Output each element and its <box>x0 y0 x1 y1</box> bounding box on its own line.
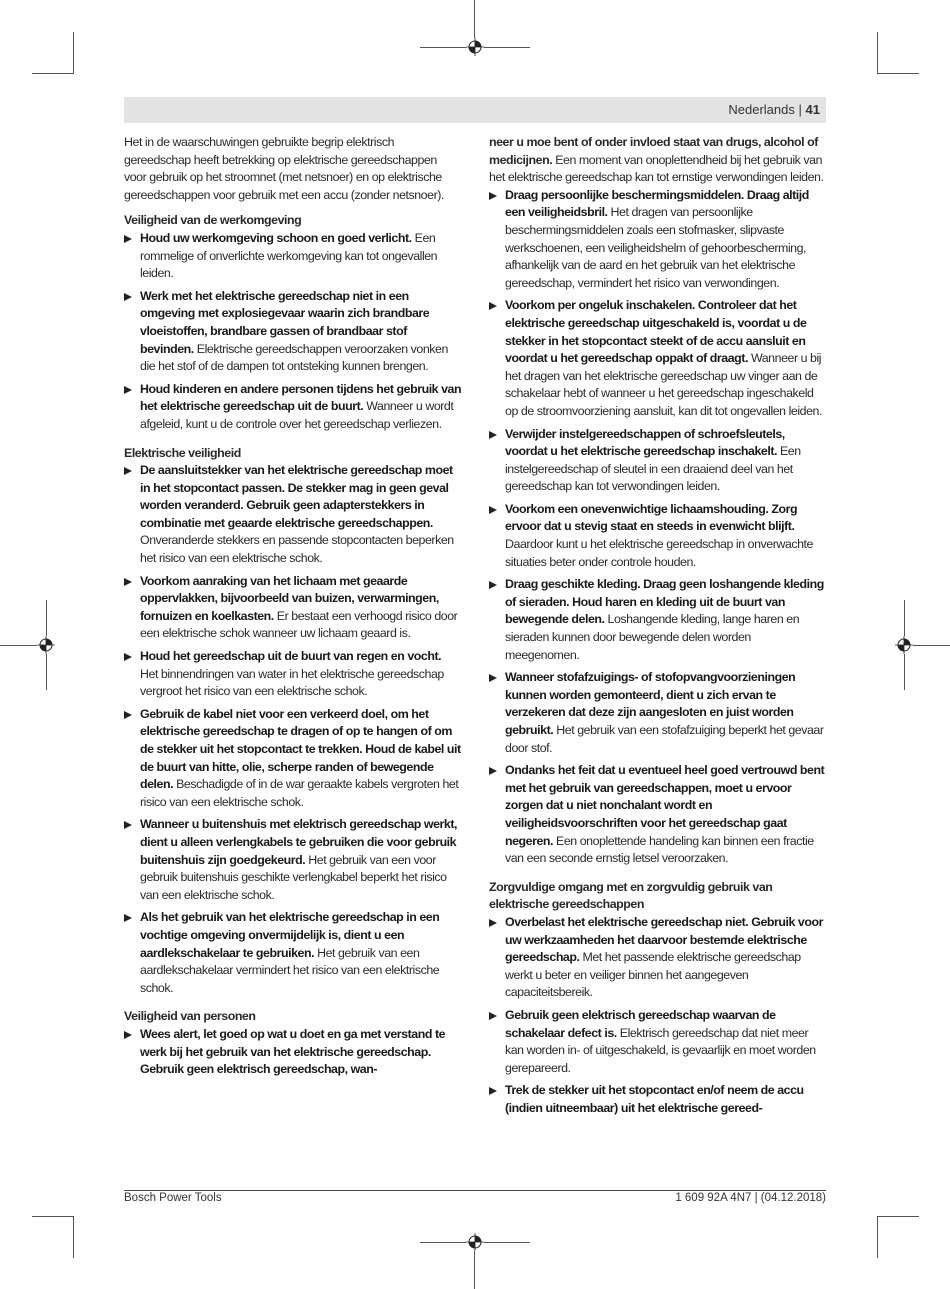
bullet-triangle-icon <box>124 711 132 719</box>
item-bold: Ondanks het feit dat u eventueel heel goed vertrouwd bent met het gebruik van gereedschappen, moet u ervoor zorgen dat u niet nonchalant wordt en veiligheidsvoorschriften voor het gereedschap gaat negeren. <box>505 763 825 848</box>
bullet-triangle-icon <box>124 467 132 475</box>
item-text: Elektrisch gereedschap dat niet meer kan worden in- of uitgeschakeld, is gevaarlijk en moet worden gerepareerd. <box>505 1025 816 1075</box>
item-text: Onveranderde stekkers en passende stopcontacten beperken het risico van een elektrische schok. <box>140 533 454 566</box>
item-bold: Voorkom een onevenwichtige lichaamshouding. Zorg ervoor dat u stevig staat en steeds in evenwicht blijft. <box>505 501 798 534</box>
item-text: Het binnendringen van water in het elektrische gereedschap vergroot het risico van een elektrische schok. <box>140 666 444 699</box>
bullet-triangle-icon <box>489 1012 497 1020</box>
item-bold: Overbelast het elektrische gereedschap niet. Gebruik voor uw werkzaamheden het daarvoor bestemde elektrische gereedschap. <box>505 914 823 965</box>
list-item <box>124 573 462 643</box>
header-text <box>728 102 820 117</box>
registration-mark-top <box>466 38 484 56</box>
intro-paragraph: Het in de waarschuwingen gebruikte begrip elektrisch gereedschap heeft betrekking op elektrische gereedschappen voor gebruik op het stroomnet (met netsnoer) en op elektrische gereedschappen voor gebruik met een accu (zonder netsnoer). <box>124 135 444 202</box>
item-bold: Gebruik de kabel niet voor een verkeerd doel, om het elektrische gereedschap te dragen of op te hangen of om de stekker uit het stopcontact te trekken. Houd de kabel uit de buurt van hitte, olie, scherpe randen of bewegende delen. <box>140 706 461 792</box>
item-bold: Voorkom aanraking van het lichaam met geaarde oppervlakken, bijvoorbeeld van buizen, verwarmingen, fornuizen en koelkasten. <box>140 573 439 623</box>
list-item <box>489 576 827 664</box>
bullet-triangle-icon <box>124 293 132 301</box>
page-header <box>124 97 826 123</box>
page-number: 41 <box>805 102 820 117</box>
crop-mark <box>484 47 530 48</box>
continued-item <box>489 134 827 187</box>
bullet-triangle-icon <box>489 192 497 200</box>
item-text: Het dragen van persoonlijke beschermingsmiddelen zoals een stofmasker, slipvaste werkschoenen, een veiligheidshelm of gehoorbescherming, afhankelijk van de aard en het gebruik van het elektrische gereedschap, vermindert het risico van verwondingen. <box>505 205 807 290</box>
item-bold: Verwijder instelgereedschappen of schroefsleutels, voordat u het elektrische gereedschap inschakelt. <box>505 426 785 459</box>
crop-mark <box>32 73 74 74</box>
registration-mark-bottom <box>466 1233 484 1251</box>
item-text: Het gebruik van een aardlekschakelaar vermindert het risico van een elektrische schok. <box>140 945 440 995</box>
item-bold: neer u moe bent of onder invloed staat van drugs, alcohol of medicijnen. <box>489 135 818 167</box>
item-bold: Houd uw werkomgeving schoon en goed verlicht. <box>140 230 412 245</box>
list-item <box>124 462 462 568</box>
crop-mark <box>46 600 47 636</box>
list-item <box>124 816 462 904</box>
item-text: Er bestaat een verhoogd risico door een elektrische schok wanneer uw lichaam geaard is. <box>140 608 458 641</box>
list-item <box>124 381 462 434</box>
bullet-triangle-icon <box>489 506 497 514</box>
item-text: Beschadigde of in de war geraakte kabels vergroten het risico van een elektrische schok. <box>140 777 459 809</box>
crop-mark <box>913 645 950 646</box>
crop-mark <box>32 1216 74 1217</box>
section-heading: Elektrische veiligheid <box>124 445 241 460</box>
list-item <box>489 187 827 293</box>
bullet-triangle-icon <box>489 431 497 439</box>
bullet-triangle-icon <box>124 821 132 829</box>
bullet-triangle-icon <box>489 919 497 927</box>
footer-doc-ref: 1 609 92A 4N7 | (04.12.2018) <box>675 1192 826 1204</box>
list-item <box>489 669 827 757</box>
list-item <box>124 1026 462 1079</box>
header-language: Nederlands <box>728 102 795 117</box>
crop-mark <box>73 1216 74 1258</box>
crop-mark <box>877 73 919 74</box>
item-text: Een onoplettende handeling kan binnen een fractie van een seconde ernstig letsel veroorzaken. <box>505 833 814 866</box>
item-bold: Gebruik geen elektrisch gereedschap waarvan de schakelaar defect is. <box>505 1007 776 1040</box>
item-bold: Wees alert, let goed op wat u doet en ga met verstand te werk bij het gebruik van het elektrische gereedschap. Gebruik geen elektrisch gereedschap, wan- <box>140 1026 446 1077</box>
item-bold: Wanneer stofafzuigings- of stofopvangvoorzieningen kunnen worden gemonteerd, dient u zich ervan te verzekeren dat deze zijn aangesloten en juist worden gebruikt. <box>505 670 796 737</box>
bullet-triangle-icon <box>124 235 132 243</box>
list-item <box>124 648 462 701</box>
left-column <box>124 134 462 1084</box>
item-bold: Trek de stekker uit het stopcontact en/of neem de accu (indien uitneembaar) uit het elektrische gereed- <box>505 1083 804 1115</box>
list-item <box>124 706 462 812</box>
list-item <box>124 230 462 283</box>
item-bold: De aansluitstekker van het elektrische gereedschap moet in het stopcontact passen. De stekker mag in geen geval worden veranderd. Gebruik geen adapterstekkers in combinatie met geaarde elektrische gereedschappen. <box>140 463 453 530</box>
item-bold: Draag persoonlijke beschermingsmiddelen. Draag altijd een veiligheidsbril. <box>505 187 809 220</box>
right-column <box>489 134 827 1122</box>
list-item <box>489 297 827 420</box>
list-item <box>124 288 462 376</box>
bullet-triangle-icon <box>489 674 497 682</box>
item-bold: Draag geschikte kleding. Draag geen loshangende kleding of sieraden. Houd haren en kleding uit de buurt van bewegende delen. <box>505 577 824 627</box>
bullet-triangle-icon <box>124 386 132 394</box>
item-bold: Als het gebruik van het elektrische gereedschap in een vochtige omgeving onvermijdelijk is, dient u een aardlekschakelaar te gebruiken. <box>140 910 440 960</box>
bullet-triangle-icon <box>489 767 497 775</box>
header-separator: | <box>798 102 802 117</box>
list-item <box>489 1007 827 1077</box>
item-bold: Voorkom per ongeluk inschakelen. Controleer dat het elektrische gereedschap uitgeschakeld is, voordat u de stekker in het stopcontact steekt of de accu aansluit en voordat u het gereedschap oppakt of draagt. <box>505 298 807 366</box>
list-item <box>124 909 462 997</box>
crop-mark <box>474 0 475 38</box>
footer-brand: Bosch Power Tools <box>124 1192 222 1204</box>
item-text: Met het passende elektrische gereedschap werkt u beter en veiliger binnen het aangegeven capaciteitsbereik. <box>505 950 801 1000</box>
section-heading: Veiligheid van de werkomgeving <box>124 213 302 228</box>
crop-mark <box>46 654 47 690</box>
item-bold: Houd kinderen en andere personen tijdens het gebruik van het elektrische gereedschap uit de buurt. <box>140 381 462 414</box>
section-heading: Veiligheid van personen <box>124 1009 256 1024</box>
item-bold: Werk met het elektrische gereedschap niet in een omgeving met explosiegevaar waarin zich brandbare vloeistoffen, brandbare gassen of brandbaar stof bevinden. <box>140 288 430 356</box>
crop-mark <box>420 47 466 48</box>
item-text: Een instelgereedschap of sleutel in een draaiend deel van het gereedschap kan tot verwondingen leiden. <box>505 444 801 494</box>
item-text: Het gebruik van een stofafzuiging beperkt het gevaar door stof. <box>505 723 824 755</box>
bullet-triangle-icon <box>124 1031 132 1039</box>
bullet-triangle-icon <box>124 914 132 922</box>
bullet-triangle-icon <box>489 302 497 310</box>
bullet-triangle-icon <box>124 653 132 661</box>
item-text: Daardoor kunt u het elektrische gereedschap in onverwachte situaties beter onder controle houden. <box>505 537 813 569</box>
crop-mark <box>484 1242 530 1243</box>
bullet-triangle-icon <box>124 578 132 586</box>
bullet-triangle-icon <box>489 1087 497 1095</box>
list-item <box>489 426 827 496</box>
item-text: Elektrische gereedschappen veroorzaken vonken die het stof of de dampen tot ontsteking kunnen brengen. <box>140 341 448 374</box>
crop-mark <box>904 600 905 636</box>
registration-mark-right <box>895 636 913 654</box>
crop-mark <box>877 1216 919 1217</box>
crop-mark <box>0 645 37 646</box>
crop-mark <box>73 32 74 74</box>
item-text: Een rommelige of onverlichte werkomgeving kan tot ongevallen leiden. <box>140 230 438 281</box>
list-item <box>489 501 827 571</box>
bullet-triangle-icon <box>489 581 497 589</box>
item-text: Het gebruik van een voor gebruik buitenshuis geschikte verlengkabel beperkt het risico van een elektrische schok. <box>140 852 447 902</box>
list-item <box>489 1082 827 1117</box>
crop-mark <box>877 1216 878 1258</box>
crop-mark <box>474 1251 475 1289</box>
list-item <box>489 914 827 1002</box>
list-item <box>489 762 827 868</box>
section-heading: Zorgvuldige omgang met en zorgvuldig gebruik van elektrische gereedschappen <box>489 879 773 912</box>
footer-divider <box>124 1190 826 1191</box>
crop-mark <box>904 654 905 690</box>
item-text: Wanneer u wordt afgeleid, kunt u de controle over het gereedschap verliezen. <box>140 399 454 431</box>
item-text: Een moment van onoplettendheid bij het gebruik van het elektrische gereedschap kan tot ernstige verwondingen leiden. <box>489 152 824 185</box>
item-text: Loshangende kleding, lange haren en sieraden kunnen door bewegende delen worden meegenomen. <box>505 612 800 662</box>
crop-mark <box>420 1242 466 1243</box>
item-bold: Houd het gereedschap uit de buurt van regen en vocht. <box>140 649 442 664</box>
item-text: Wanneer u bij het dragen van het elektrische gereedschap uw vinger aan de schakelaar hebt of wanneer u het gereedschap ingeschakeld op de stroomvoorziening aansluit, kan dit tot ongevallen leiden. <box>505 351 822 418</box>
registration-mark-left <box>37 636 55 654</box>
item-bold: Wanneer u buitenshuis met elektrisch gereedschap werkt, dient u alleen verlengkabels te gebruiken die voor gebruik buitenshuis zijn goedgekeurd. <box>140 817 458 867</box>
crop-mark <box>877 32 878 74</box>
